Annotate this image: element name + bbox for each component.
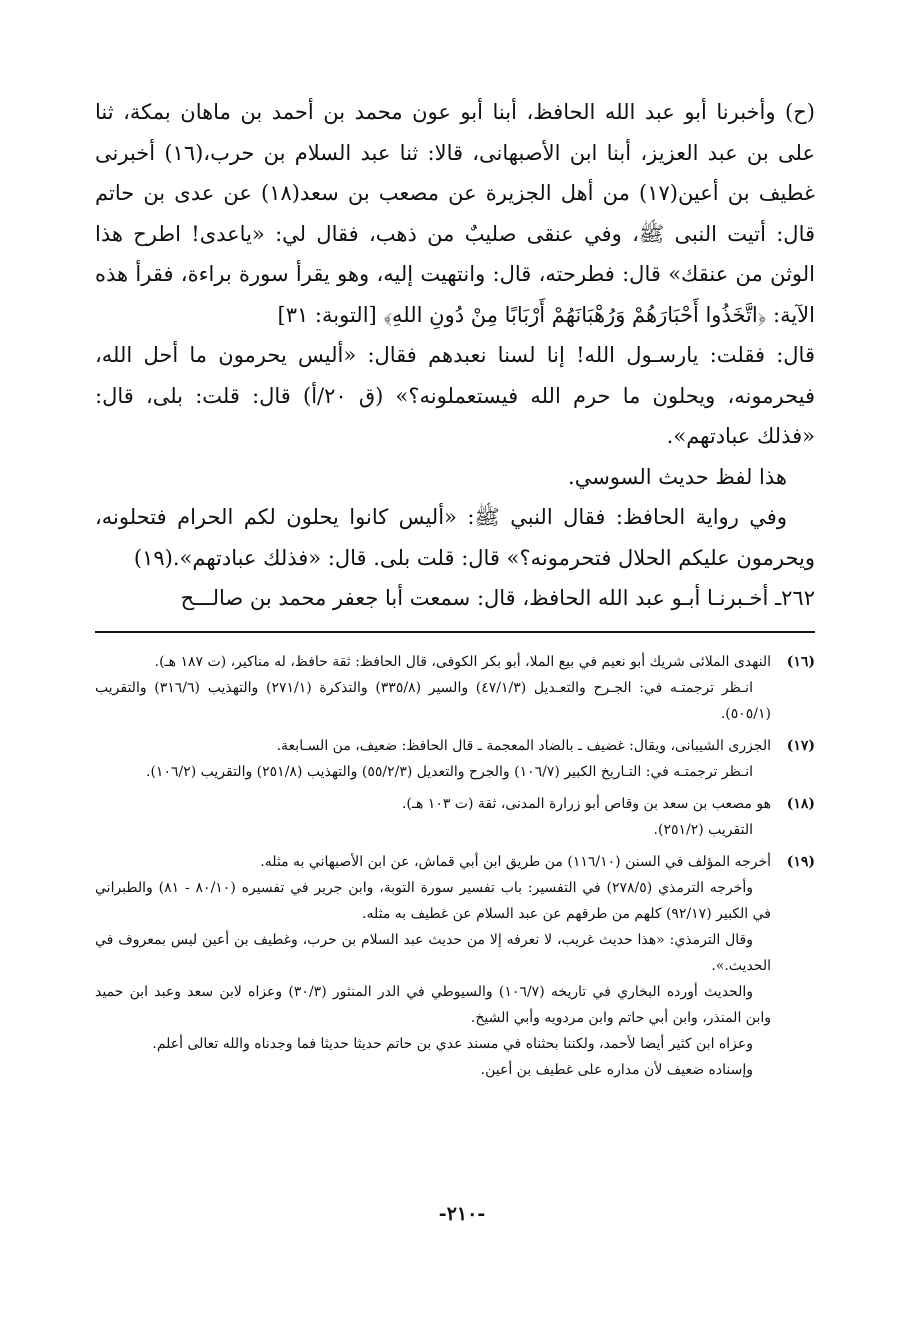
- footnote-number: (١٩): [786, 853, 815, 870]
- footnote-17: [95, 733, 815, 785]
- paragraph-isnad: (ح) وأخبرنا أبو عبد الله الحافظ، أبنا أبو عون محمد بن أحمد بن ماهان بمكة، ثنا على بن عبد العزيز، أبنا ابن الأصبهانى، قالا: ثنا عبد السلام بن حرب،(١٦) أخبرنى غطيف بن أعين(١٧) من أهل الجزيرة عن مصعب بن سعد(١٨) عن عدى بن حاتم قال: أتيت النبى ﷺ، وفي عنقى صليبٌ من ذهب، فقال لي: «ياعدى! اطرح هذا الوثن من عنقك» قال: فطرحته، قال: وانتهيت إليه، وهو يقرأ سورة براءة، فقرأ هذه الآية: ﴿اتَّخَذُوا أَحْبَارَهُمْ وَرُهْبَانَهُمْ أَرْبَابًا مِنْ دُونِ اللهِ﴾ [التوبة: ٣١]: [95, 100, 816, 327]
- footnote-body: [95, 733, 771, 785]
- book-page: [95, 92, 815, 1089]
- footnote-16: [95, 649, 815, 727]
- footnote-number: (١٧): [786, 737, 815, 754]
- paragraph-dialogue: قال: فقلت: يارسـول الله! إنا لسنا نعبدهم فقال: «أليس يحرمون ما أحل الله، فيحرمونه، ويحلون ما حرم الله فيستعملونه؟» (ق ٢٠/أ) قال: قلت: بلى، قال: «فذلك عبادتهم».: [95, 343, 815, 448]
- footnote-line: وإسناده ضعيف لأن مداره على غطيف بن أعين.: [480, 1061, 753, 1078]
- footnote-body: [95, 791, 771, 843]
- footnote-line: انـظر ترجمتـه في: الجـرح والتعـديل (٤٧/١/٣) والسير (٣٣٥/٨) والتذكرة (٢٧١/١) والتهذيب (٣١٦/٦) والتقريب (٥٠٥/١).: [95, 679, 771, 722]
- footnote-18: [95, 791, 815, 843]
- footnote-line: انـظر ترجمتـه في: التـاريخ الكبير (١٠٦/٧) والجرح والتعديل (٥٥/٢/٣) والتهذيب (٢٥١/٨) والتقريب (١٠٦/٢).: [146, 763, 753, 780]
- page-number: -٢١٠-: [438, 1203, 486, 1225]
- footnote-number: (١٨): [786, 795, 815, 812]
- footnote-divider: [95, 631, 815, 633]
- main-text: [95, 92, 815, 619]
- footnote-line: وأخرجه الترمذي (٢٧٨/٥) في التفسير: باب تفسير سورة التوبة، وابن جرير في تفسيره (٨٠/١٠ - ٨١) والطبراني في الكبير (٩٢/١٧) كلهم من طرقهم عن عبد السلام عن غطيف به مثله.: [95, 879, 771, 922]
- footnote-19: [95, 849, 815, 1083]
- footnote-line: التقريب (٢٥١/٢).: [653, 821, 753, 838]
- paragraph-hafiz-narration: وفي رواية الحافظ: فقال النبي ﷺ: «أليس كانوا يحلون لكم الحرام فتحلونه، ويحرمون عليكم الحلال فتحرمونه؟» قال: قلت بلى. قال: «فذلك عبادتهم».(١٩): [95, 505, 815, 570]
- footnote-body: [95, 649, 771, 727]
- footnotes: [95, 649, 815, 1083]
- footnote-line: هو مصعب بن سعد بن وقاص أبو زرارة المدنى، ثقة (ت ١٠٣ هـ).: [401, 795, 771, 812]
- paragraph-source-note: هذا لفظ حديث السوسي.: [568, 464, 787, 489]
- footnote-line: الجزرى الشيبانى، ويقال: غضيف ـ بالضاد المعجمة ـ قال الحافظ: ضعيف، من السـابعة.: [276, 737, 771, 754]
- footnote-number: (١٦): [786, 653, 815, 670]
- footnote-line: والحديث أورده البخاري في تاريخه (١٠٦/٧) والسيوطي في الدر المنثور (٣٠/٣) وعزاه لابن سعد وعبد ابن حميد وابن المنذر، وابن أبي حاتم وابن مردويه وأبي الشيخ.: [95, 983, 771, 1026]
- footnote-line: وقال الترمذي: «هذا حديث غريب، لا نعرفه إلا من حديث عبد السلام بن حرب، وغطيف بن أعين ليس بمعروف في الحديث.».: [95, 931, 771, 974]
- footnote-line: وعزاه ابن كثير أيضا لأحمد، ولكننا بحثناه في مسند عدي بن حاتم حديثا حديثا فما وجدناه والله تعالى أعلم.: [152, 1035, 753, 1052]
- footnote-line: النهدى الملائى شريك أبو نعيم في بيع الملا، أبو بكر الكوفى، قال الحافظ: ثقة حافظ، له مناكير، (ت ١٨٧ هـ).: [154, 653, 771, 670]
- paragraph-hadith-262: ٢٦٢ـ أخـبرنـا أبـو عبد الله الحافظ، قال: سمعت أبا جعفر محمد بن صالـــح: [180, 586, 815, 610]
- footnote-line: أخرجه المؤلف في السنن (١١٦/١٠) من طريق ابن أبي قماش، عن ابن الأصبهاني به مثله.: [260, 853, 771, 870]
- footnote-body: [95, 849, 771, 1083]
